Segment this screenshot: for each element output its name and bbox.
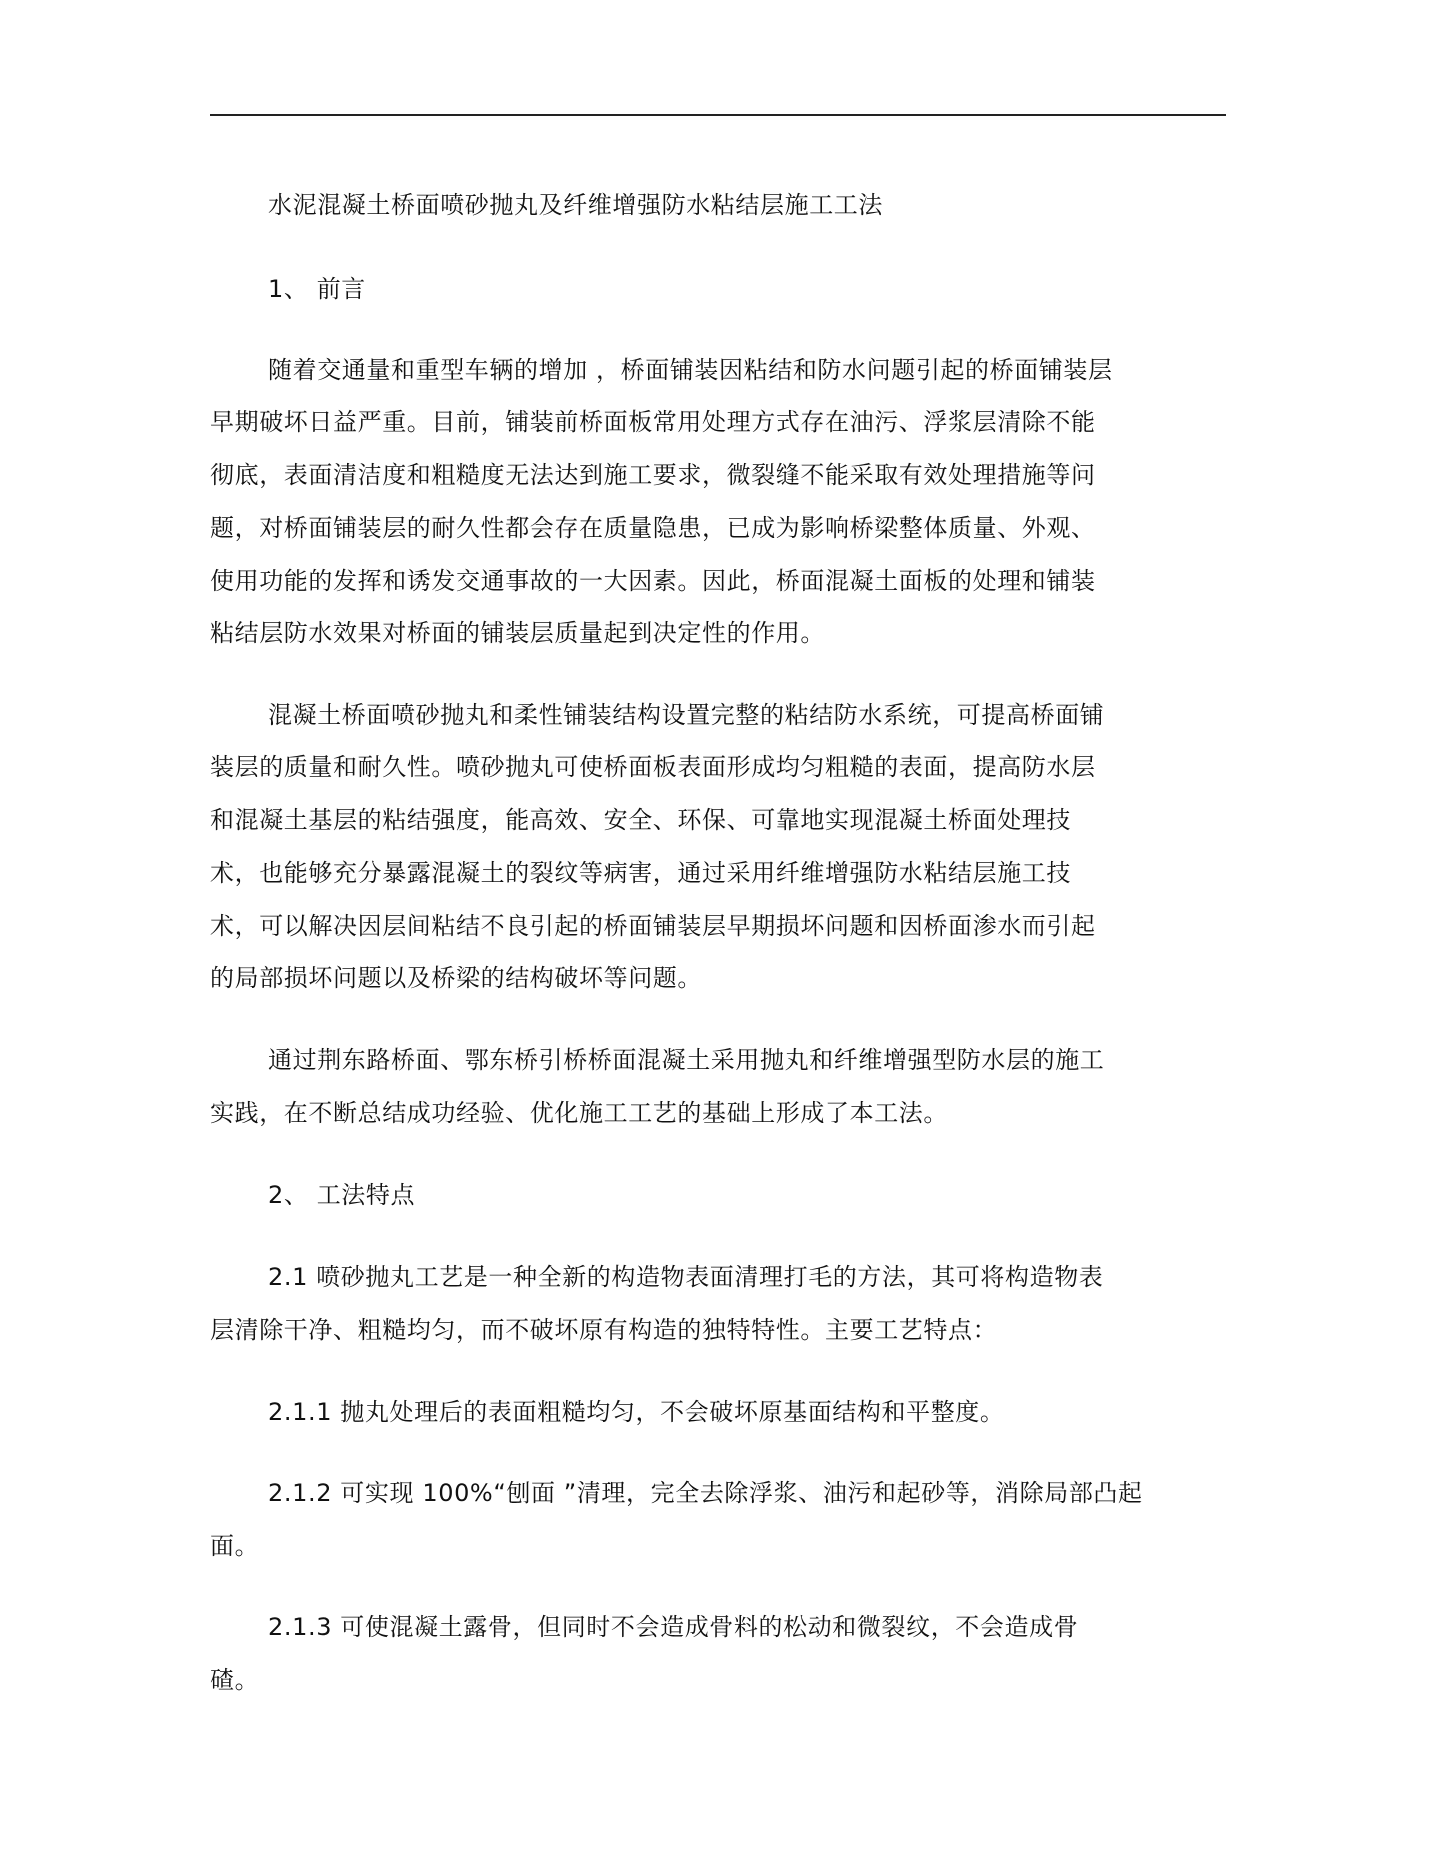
paragraph-2-line: 混凝土桥面喷砂抛丸和柔性铺装结构设置完整的粘结防水系统，可提高桥面铺 — [268, 701, 1105, 729]
paragraph-1-line: 使用功能的发挥和诱发交通事故的一大因素。因此，桥面混凝土面板的处理和铺装 — [210, 567, 1096, 595]
section-heading-1: 1、 前言 — [268, 275, 366, 303]
item-2-1-2-line: 面。 — [210, 1532, 260, 1560]
paragraph-3-line: 实践，在不断总结成功经验、优化施工工艺的基础上形成了本工法。 — [210, 1099, 948, 1127]
paragraph-2-line: 和混凝土基层的粘结强度，能高效、安全、环保、可靠地实现混凝土桥面处理技 — [210, 806, 1071, 834]
header-rule — [210, 114, 1226, 116]
paragraph-4-line: 2.1 喷砂抛丸工艺是一种全新的构造物表面清理打毛的方法，其可将构造物表 — [268, 1263, 1104, 1291]
paragraph-1-line: 彻底，表面清洁度和粗糙度无法达到施工要求，微裂缝不能采取有效处理措施等问 — [210, 461, 1096, 489]
paragraph-1-line: 粘结层防水效果对桥面的铺装层质量起到决定性的作用。 — [210, 619, 825, 647]
paragraph-2-line: 术，也能够充分暴露混凝土的裂纹等病害，通过采用纤维增强防水粘结层施工技 — [210, 859, 1071, 887]
paragraph-3-line: 通过荆东路桥面、鄂东桥引桥桥面混凝土采用抛丸和纤维增强型防水层的施工 — [268, 1046, 1105, 1074]
item-2-1-2-line: 2.1.2 可实现 100%“刨面 ”清理，完全去除浮浆、油污和起砂等，消除局部凸起 — [268, 1479, 1143, 1507]
item-2-1-1: 2.1.1 抛丸处理后的表面粗糙均匀，不会破坏原基面结构和平整度。 — [268, 1398, 1005, 1426]
item-2-1-3-line: 2.1.3 可使混凝土露骨，但同时不会造成骨料的松动和微裂纹，不会造成骨 — [268, 1613, 1079, 1641]
item-2-1-3-line: 碴。 — [210, 1666, 260, 1694]
section-heading-2: 2、 工法特点 — [268, 1181, 416, 1209]
paragraph-1-line: 早期破坏日益严重。目前，铺装前桥面板常用处理方式存在油污、浮浆层清除不能 — [210, 408, 1096, 436]
paragraph-1-line: 题，对桥面铺装层的耐久性都会存在质量隐患，已成为影响桥梁整体质量、外观、 — [210, 514, 1096, 542]
paragraph-2-line: 的局部损坏问题以及桥梁的结构破坏等问题。 — [210, 964, 702, 992]
paragraph-4-line: 层清除干净、粗糙均匀，而不破坏原有构造的独特特性。主要工艺特点： — [210, 1316, 998, 1344]
paragraph-2-line: 术，可以解决因层间粘结不良引起的桥面铺装层早期损坏问题和因桥面渗水而引起 — [210, 912, 1096, 940]
paragraph-1-line: 随着交通量和重型车辆的增加 ，桥面铺装因粘结和防水问题引起的桥面铺装层 — [268, 356, 1113, 384]
paragraph-2-line: 装层的质量和耐久性。喷砂抛丸可使桥面板表面形成均匀粗糙的表面，提高防水层 — [210, 753, 1096, 781]
document-title: 水泥混凝土桥面喷砂抛丸及纤维增强防水粘结层施工工法 — [268, 191, 883, 219]
